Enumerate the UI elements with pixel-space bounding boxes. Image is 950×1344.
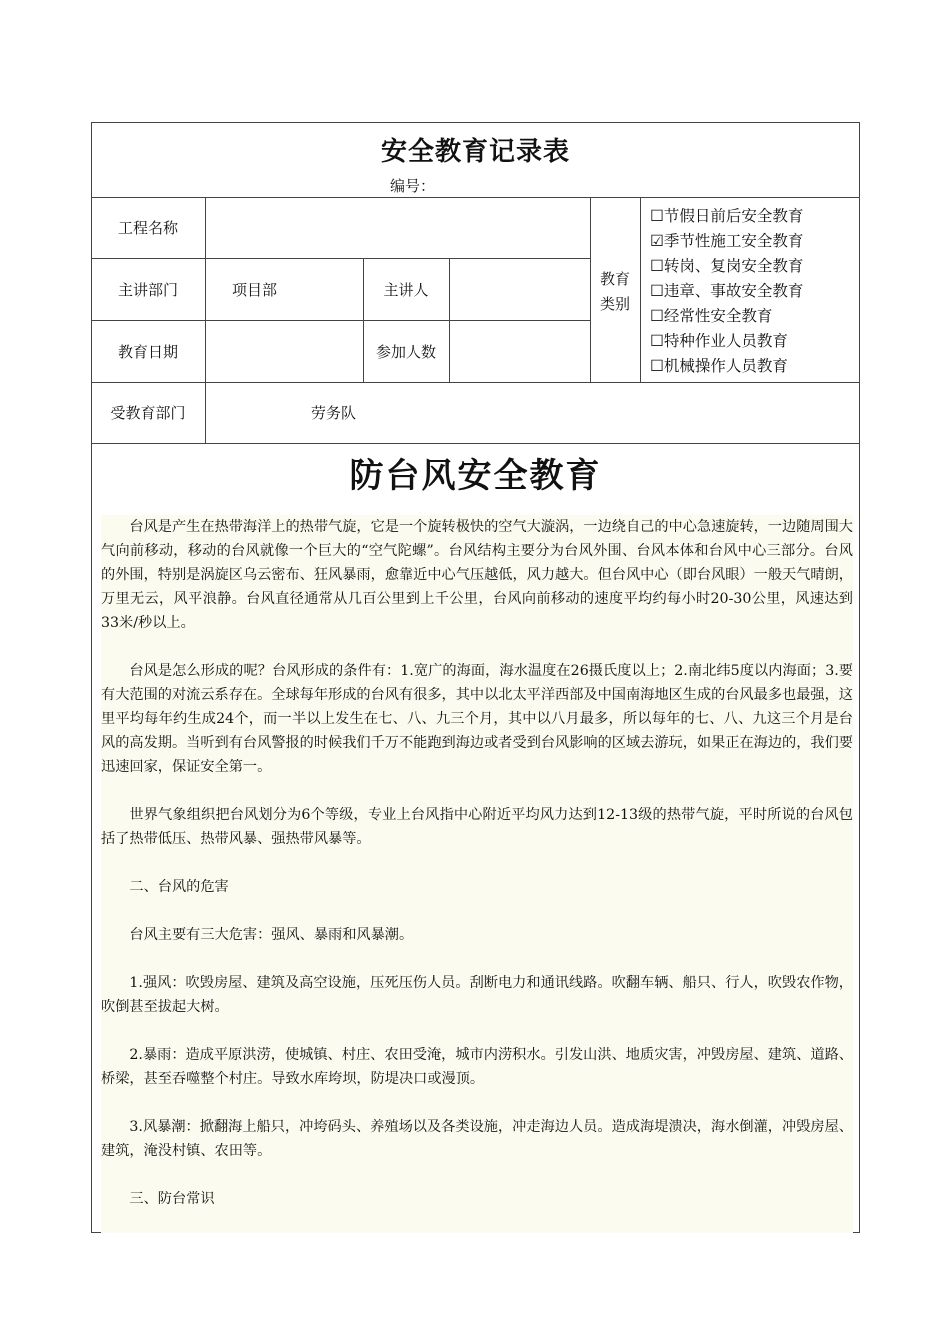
lecture-dept-label: 主讲部门 <box>117 281 178 299</box>
rule-under-date <box>91 382 860 383</box>
content-paragraph: 2.暴雨：造成平原洪涝，使城镇、村庄、农田受淹，城市内涝积水。引发山洪、地质灾害，冲毁房屋、建筑、道路、桥梁，甚至吞噬整个村庄。导致水库垮坝，防堤决口或漫顶。 <box>101 1047 853 1087</box>
checkbox-icon[interactable]: ☐ <box>650 207 664 225</box>
rule-lecturer-right <box>449 258 450 382</box>
checkbox-icon[interactable]: ☐ <box>650 332 664 350</box>
checkbox-icon[interactable]: ☐ <box>650 357 664 375</box>
content-body <box>101 515 853 1233</box>
content-paragraph: 1.强风：吹毁房屋、建筑及高空设施，压死压伤人员。刮断电力和通讯线路。吹翻车辆、船只、行人，吹毁农作物，吹倒甚至拔起大树。 <box>101 975 853 1015</box>
rule-under-project <box>91 258 590 259</box>
edu-type-option[interactable] <box>650 279 803 304</box>
rule-under-trainee <box>91 443 860 444</box>
project-name-value[interactable] <box>215 219 580 237</box>
edu-type-label-line1: 教育 <box>599 270 630 288</box>
edu-type-option-label: 机械操作人员教育 <box>663 357 788 375</box>
content-paragraph: 世界气象组织把台风划分为6个等级，专业上台风指中心附近平均风力达到12-13级的热带气旋，平时所说的台风包括了热带低压、热带风暴、强热带风暴等。 <box>101 807 853 847</box>
edu-type-option-label: 季节性施工安全教育 <box>663 232 804 250</box>
edu-type-option[interactable] <box>650 304 803 329</box>
edu-type-option-label: 特种作业人员教育 <box>663 332 788 350</box>
checkbox-icon[interactable]: ☐ <box>650 257 664 275</box>
content-paragraph: 台风是产生在热带海洋上的热带气旋，它是一个旋转极快的空气大漩涡，一边绕自己的中心急速旋转，一边随周围大气向前移动，移动的台风就像一个巨大的“空气陀螺”。台风结构主要分为台风外围、台风本体和台风中心三部分。台风的外围，特别是涡旋区乌云密布、狂风暴雨，愈靠近中心气压越低，风力越大。但台风中心（即台风眼）一般天气晴朗，万里无云，风平浪静。台风直径通常从几百公里到上千公里，台风向前移动的速度平均约每小时20-30公里，风速达到33米/秒以上。 <box>101 519 853 631</box>
lecture-dept-value[interactable]: 项目部 <box>232 281 278 299</box>
content-heading: 防台风安全教育 <box>349 456 602 496</box>
content-paragraph: 台风主要有三大危害：强风、暴雨和风暴潮。 <box>129 927 414 943</box>
lecturer-label: 主讲人 <box>383 281 429 299</box>
content-paragraph: 3.风暴潮：掀翻海上船只，冲垮码头、养殖场以及各类设施，冲走海边人员。造成海堤溃决，海水倒灌，冲毁房屋、建筑，淹没村镇、农田等。 <box>101 1119 853 1159</box>
rule-label-col <box>205 197 206 444</box>
edu-type-option[interactable] <box>650 204 803 229</box>
edu-type-option[interactable] <box>650 329 803 354</box>
checkbox-icon[interactable]: ☐ <box>650 307 664 325</box>
rule-type-label-right <box>640 197 641 382</box>
trainee-dept-label: 受教育部门 <box>110 404 186 422</box>
rule-under-title <box>91 197 860 198</box>
content-paragraph: 台风是怎么形成的呢？台风形成的条件有：1.宽广的海面，海水温度在26摄氏度以上；2.南北纬5度以内海面；3.要有大范围的对流云系存在。全球每年形成的台风有很多，其中以北太平洋西部及中国南海地区生成的台风最多也最强，这里平均每年约生成24个，而一半以上发生在七、八、九三个月，其中以八月最多，所以每年的七、八、九这三个月是台风的高发期。当听到有台风警报的时候我们千万不能跑到海边或者受到台风影响的区域去游玩，如果正在海边的，我们要迅速回家，保证安全第一。 <box>101 663 853 775</box>
rule-type-label-left <box>590 197 591 382</box>
section-heading: 二、台风的危害 <box>129 879 229 895</box>
edu-date-value[interactable] <box>215 343 355 361</box>
lecturer-value[interactable] <box>458 281 583 299</box>
edu-type-option[interactable] <box>650 354 803 379</box>
participants-label: 参加人数 <box>375 343 436 361</box>
edu-type-option-label: 违章、事故安全教育 <box>663 282 804 300</box>
edu-type-option-label: 节假日前后安全教育 <box>663 207 804 225</box>
trainee-dept-value[interactable]: 劳务队 <box>311 404 357 422</box>
serial-number-label: 编号： <box>390 177 436 195</box>
rule-lecturer-left <box>363 258 364 382</box>
edu-type-option-label: 转岗、复岗安全教育 <box>663 257 804 275</box>
participants-value[interactable] <box>458 343 583 361</box>
checkbox-checked-icon[interactable]: ☑ <box>650 232 664 250</box>
checkbox-icon[interactable]: ☐ <box>650 282 664 300</box>
edu-type-option-label: 经常性安全教育 <box>663 307 773 325</box>
rule-under-lecture <box>91 320 590 321</box>
edu-type-option[interactable] <box>650 229 803 254</box>
project-name-label: 工程名称 <box>117 219 178 237</box>
form-title: 安全教育记录表 <box>380 137 570 167</box>
section-heading: 三、防台常识 <box>129 1191 215 1207</box>
edu-type-option[interactable] <box>650 254 803 279</box>
edu-type-checklist <box>650 204 803 379</box>
edu-type-label-line2: 类别 <box>599 295 630 313</box>
edu-date-label: 教育日期 <box>117 343 178 361</box>
